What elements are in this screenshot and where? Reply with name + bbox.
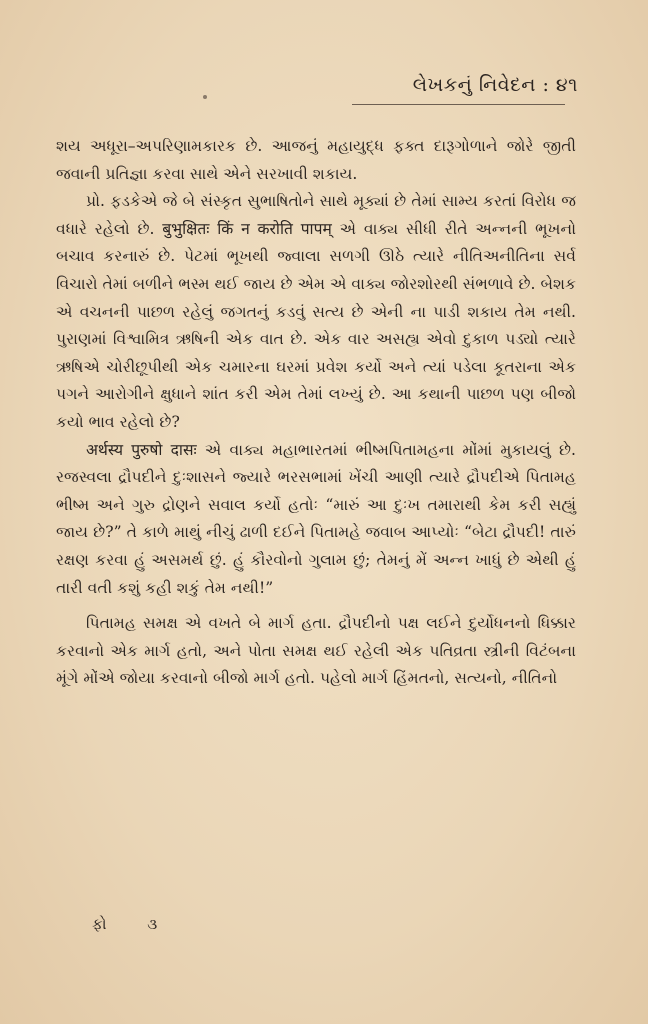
paragraph: શય અધૂરા–અપરિણામકારક છે. આજનું મહાયુદ્ધ ફક્ત દારૂગોળાને જોરે જીતી જવાની પ્રતિજ્ઞા કરવા સાથે એને સરખાવી શકાય. bbox=[56, 137, 576, 183]
paragraph: પ્રો. ફડકેએ જે બે સંસ્કૃત સુભાષિતોને સાથે મૂક્યાં છે તેમાં સામ્ય કરતાં વિરોધ જ વધારે રહેલો છે. बुभुक्षितः किं न करोति पापम् એ વાક્ય સીધી રીતે અન્નની ભૂખનો બચાવ કરનારું છે. પેટમાં ભૂખથી જ્વાલા સળગી ઊઠે ત્યારે નીતિઅનીતિના સર્વ વિચારો તેમાં બળીને ભસ્મ થઈ જાય છે એમ એ વાક્ય જોરશોરથી સંભળાવે છે. બેશક એ વચનની પાછળ રહેલું જગતનું કડવું સત્ય છે એની ના પાડી શકાય તેમ નથી. પુરાણમાં વિશ્વામિત્ર ઋષિની એક વાત છે. એક વાર અસહ્ય એવો દુકાળ પડ્યો ત્યારે ઋષિએ ચોરીછૂપીથી એક ચમારના ઘરમાં પ્રવેશ કર્યો અને ત્યાં પડેલા કૂતરાના એક પગને આરોગીને ક્ષુધાને શાંત કરી એમ તેમાં લખ્યું છે. આ કથાની પાછળ પણ બીજો કયો ભાવ રહેલો છે? bbox=[56, 192, 576, 431]
paragraph: अर्थस्य पुरुषो दासः એ વાક્ય મહાભારતમાં ભીષ્મપિતામહના મોંમાં મુકાયલું છે. રજસ્વલા દ્રૌપદીને દુઃશાસને જ્યારે ભરસભામાં ખેંચી આણી ત્યારે દ્રૌપદીએ પિતામહ ભીષ્મ અને ગુરુ દ્રોણને સવાલ કર્યો હતોઃ “મારું આ દુઃખ તમારાથી કેમ કરી સહ્યું જાય છે?” તે કાળે માથું નીચું ઢાળી દઈને પિતામહે જવાબ આપ્યોઃ “બેટા દ્રૌપદી! તારું રક્ષણ કરવા હું અસમર્થ છું. હું કૌરવોનો ગુલામ છું; તેમનું મેં અન્ન ખાધું છે એથી હું તારી વતી કશું કહી શકું તેમ નથી!” bbox=[56, 440, 576, 597]
running-head-rule bbox=[352, 104, 565, 105]
body-text bbox=[56, 133, 576, 693]
running-head: લેખકનું નિવેદન : ૪૧ bbox=[412, 74, 578, 96]
signature-mark: ફો ૩ bbox=[92, 915, 176, 933]
paragraph: પિતામહ સમક્ષ એ વખતે બે માર્ગ હતા. દ્રૌપદીનો પક્ષ લઈને દુર્યોધનનો ધિક્કાર કરવાનો એક માર્ગ હતો, અને પોતા સમક્ષ થઈ રહેલી એક પતિવ્રતા સ્ત્રીની વિટંબના મૂંગે મોંએ જોયા કરવાનો બીજો માર્ગ હતો. પહેલો માર્ગ હિંમતનો, સત્યનો, નીતિનો bbox=[56, 614, 576, 688]
print-speck bbox=[203, 95, 207, 99]
